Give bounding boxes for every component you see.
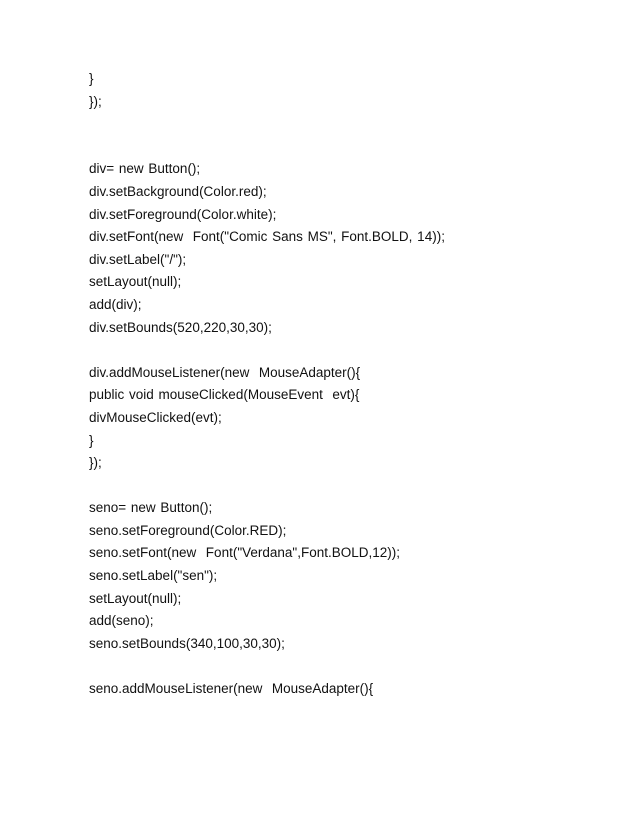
code-line: seno.setLabel("sen"); [89,568,218,584]
code-line: setLayout(null); [89,274,182,290]
code-line: } [89,432,94,448]
code-line: public void mouseClicked(MouseEvent evt){ [89,387,360,403]
code-line: div.setBackground(Color.red); [89,183,267,199]
code-line: div.setBounds(520,220,30,30); [89,319,272,335]
code-line: }); [89,455,102,471]
code-line: seno.addMouseListener(new MouseAdapter(){ [89,681,374,697]
code-line: seno= new Button(); [89,500,213,516]
code-line: add(div); [89,296,142,312]
code-line: divMouseClicked(evt); [89,409,222,425]
code-line: } [89,71,94,86]
code-line: div.setForeground(Color.white); [89,206,277,222]
blank-line [89,136,609,159]
code-line: div.setFont(new Font("Comic Sans MS", Font.BOLD, 14)); [89,229,445,245]
code-line: }); [89,93,102,109]
code-line: add(seno); [89,613,154,629]
code-line: div.setLabel("/"); [89,251,187,267]
blank-line [89,475,609,498]
blank-line [89,655,609,678]
blank-line [89,339,609,362]
code-line: div.addMouseListener(new MouseAdapter(){ [89,364,361,380]
code-line: div= new Button(); [89,161,201,177]
code-line: seno.setForeground(Color.RED); [89,522,287,538]
blank-line [89,113,609,136]
code-listing [89,68,609,701]
code-line: seno.setBounds(340,100,30,30); [89,635,285,651]
code-line: setLayout(null); [89,590,182,606]
code-line: seno.setFont(new Font("Verdana",Font.BOLD,12)); [89,545,400,561]
